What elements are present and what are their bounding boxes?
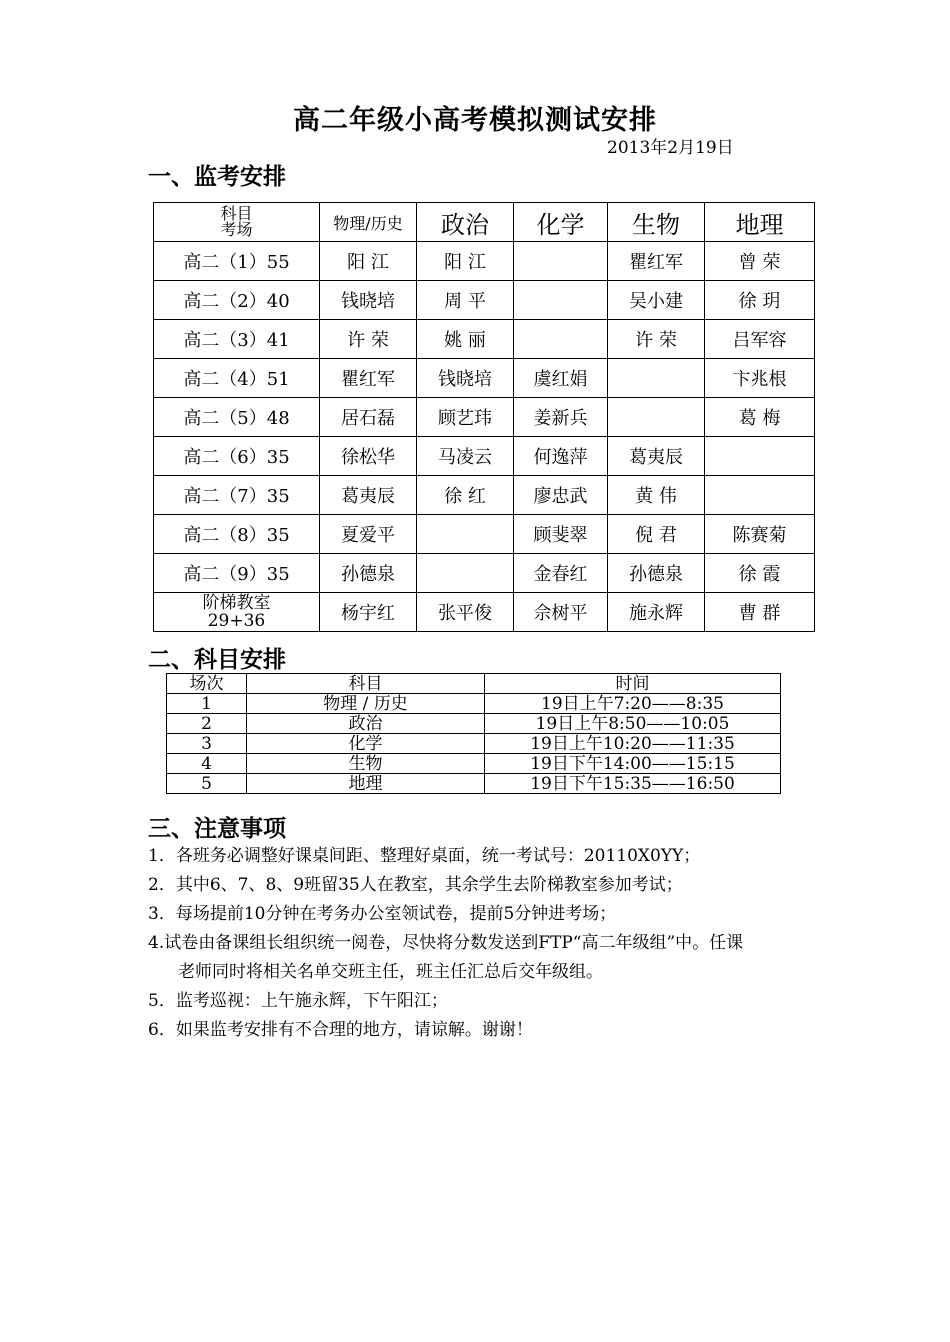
proctor-cell: 曹 群 (705, 593, 815, 632)
subject-header: 政治 (417, 203, 514, 242)
proctor-cell: 徐松华 (320, 437, 417, 476)
table-row (167, 734, 781, 754)
room-cell: 高二（1）55 (154, 242, 320, 281)
table-row (154, 242, 815, 281)
session-number: 4 (167, 754, 247, 774)
column-header: 科目 (247, 674, 485, 694)
session-subject: 化学 (247, 734, 485, 754)
notes-list (148, 842, 838, 1045)
page-title: 高二年级小高考模拟测试安排 (293, 105, 657, 136)
session-time: 19日上午7:20——8:35 (485, 694, 781, 714)
proctor-cell: 许 荣 (320, 320, 417, 359)
table-row (154, 593, 815, 632)
proctor-cell: 瞿红军 (608, 242, 705, 281)
schedule-header-row (167, 674, 781, 694)
proctor-cell: 孙德泉 (608, 554, 705, 593)
room-cell: 高二（8）35 (154, 515, 320, 554)
proctor-cell (417, 554, 514, 593)
note-item: 6．如果监考安排有不合理的地方，请谅解。谢谢！ (148, 1020, 533, 1040)
room-cell: 高二（2）40 (154, 281, 320, 320)
proctor-cell: 倪 君 (608, 515, 705, 554)
proctor-cell: 顾斐翠 (514, 515, 608, 554)
room-count-line: 29+36 (207, 611, 266, 631)
session-time: 19日上午8:50——10:05 (485, 714, 781, 734)
note-item-continuation: 老师同时将相关名单交班主任，班主任汇总后交年级组。 (178, 962, 603, 982)
proctor-cell: 施永辉 (608, 593, 705, 632)
proctor-cell: 卞兆根 (705, 359, 815, 398)
room-name-line: 阶梯教室 (202, 593, 271, 613)
room-cell: 高二（6）35 (154, 437, 320, 476)
proctor-cell: 佘树平 (514, 593, 608, 632)
proctor-cell (608, 359, 705, 398)
proctor-cell (514, 320, 608, 359)
room-cell: 高二（3）41 (154, 320, 320, 359)
room-cell: 高二（7）35 (154, 476, 320, 515)
session-subject: 物理 / 历史 (247, 694, 485, 714)
proctor-cell (417, 515, 514, 554)
subject-header: 化学 (514, 203, 608, 242)
proctor-cell (514, 242, 608, 281)
table-row (154, 437, 815, 476)
proctor-cell: 钱晓培 (417, 359, 514, 398)
subject-header: 地理 (705, 203, 815, 242)
section-title-proctoring: 一、监考安排 (148, 163, 286, 190)
proctor-header-row (154, 203, 815, 242)
note-item: 1．各班务必调整好课桌间距、整理好桌面，统一考试号：20110X0YY； (148, 846, 701, 866)
table-row (154, 359, 815, 398)
document-date: 2013年2月19日 (607, 138, 734, 158)
proctor-cell: 徐 红 (417, 476, 514, 515)
room-cell: 高二（5）48 (154, 398, 320, 437)
session-time: 19日下午14:00——15:15 (485, 754, 781, 774)
note-item: 4.试卷由备课组长组织统一阅卷，尽快将分数发送到FTP“高二年级组”中。任课 (148, 933, 744, 953)
proctor-cell: 顾艺玮 (417, 398, 514, 437)
proctor-cell (705, 437, 815, 476)
session-time: 19日上午10:20——11:35 (485, 734, 781, 754)
proctor-cell: 黄 伟 (608, 476, 705, 515)
room-cell: 高二（4）51 (154, 359, 320, 398)
proctor-cell: 居石磊 (320, 398, 417, 437)
session-subject: 地理 (247, 774, 485, 794)
session-number: 1 (167, 694, 247, 714)
table-row (154, 476, 815, 515)
proctor-cell: 何逸萍 (514, 437, 608, 476)
proctor-cell: 钱晓培 (320, 281, 417, 320)
section-title-notes: 三、注意事项 (148, 815, 286, 842)
session-subject: 生物 (247, 754, 485, 774)
session-subject: 政治 (247, 714, 485, 734)
proctor-cell: 姚 丽 (417, 320, 514, 359)
session-time: 19日下午15:35——16:50 (485, 774, 781, 794)
proctor-cell: 张平俊 (417, 593, 514, 632)
proctor-cell: 金春红 (514, 554, 608, 593)
proctor-cell: 夏爱平 (320, 515, 417, 554)
table-row (167, 714, 781, 734)
proctor-cell: 孙德泉 (320, 554, 417, 593)
proctor-cell (608, 398, 705, 437)
proctor-cell: 葛 梅 (705, 398, 815, 437)
session-number: 2 (167, 714, 247, 734)
subject-header: 物理/历史 (320, 203, 417, 242)
section-title-schedule: 二、科目安排 (148, 646, 286, 673)
proctor-cell (514, 281, 608, 320)
proctor-cell: 陈赛菊 (705, 515, 815, 554)
corner-subject-label: 科目 (220, 204, 253, 223)
session-number: 3 (167, 734, 247, 754)
proctor-cell: 虞红娟 (514, 359, 608, 398)
proctor-cell: 瞿红军 (320, 359, 417, 398)
table-row (154, 515, 815, 554)
schedule-table (166, 673, 781, 794)
note-item: 3．每场提前10分钟在考务办公室领试卷，提前5分钟进考场； (148, 904, 617, 924)
proctor-cell: 徐 玥 (705, 281, 815, 320)
proctor-table (153, 202, 815, 632)
proctor-cell: 廖忠武 (514, 476, 608, 515)
proctor-cell: 葛夷辰 (608, 437, 705, 476)
table-row (154, 554, 815, 593)
table-row (154, 281, 815, 320)
session-number: 5 (167, 774, 247, 794)
table-row (167, 774, 781, 794)
proctor-cell: 吴小建 (608, 281, 705, 320)
proctor-cell: 曾 荣 (705, 242, 815, 281)
table-row (154, 398, 815, 437)
room-cell (154, 593, 320, 632)
subject-header: 生物 (608, 203, 705, 242)
proctor-cell: 姜新兵 (514, 398, 608, 437)
proctor-cell: 阳 江 (417, 242, 514, 281)
proctor-cell: 许 荣 (608, 320, 705, 359)
proctor-cell (705, 476, 815, 515)
table-row (167, 754, 781, 774)
note-item: 5．监考巡视：上午施永辉，下午阳江； (148, 991, 448, 1011)
table-row (167, 694, 781, 714)
column-header: 场次 (167, 674, 247, 694)
proctor-cell: 吕军容 (705, 320, 815, 359)
note-item: 2．其中6、7、8、9班留35人在教室，其余学生去阶梯教室参加考试； (148, 875, 683, 895)
proctor-cell: 徐 霞 (705, 554, 815, 593)
proctor-cell: 周 平 (417, 281, 514, 320)
proctor-cell: 葛夷辰 (320, 476, 417, 515)
table-row (154, 320, 815, 359)
column-header: 时间 (485, 674, 781, 694)
proctor-cell: 马凌云 (417, 437, 514, 476)
corner-cell (154, 203, 320, 242)
corner-room-label: 考场 (220, 220, 253, 239)
proctor-cell: 阳 江 (320, 242, 417, 281)
room-cell: 高二（9）35 (154, 554, 320, 593)
proctor-cell: 杨宇红 (320, 593, 417, 632)
